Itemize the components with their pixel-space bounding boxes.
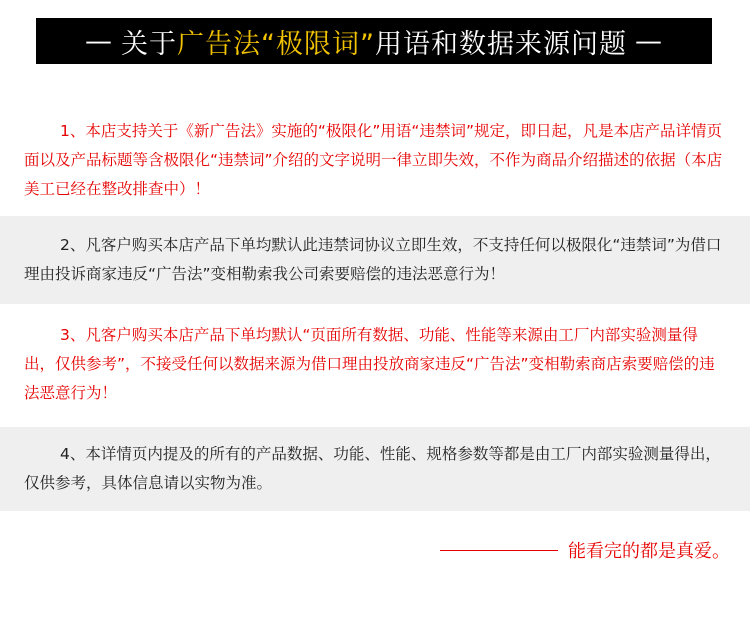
notice-block-2 — [0, 216, 750, 304]
notice-block-1 — [0, 117, 750, 204]
notice-paragraph-2: 2、凡客户购买本店产品下单均默认此违禁词协议立即生效，不支持任何以极限化“违禁词”为借口理由投诉商家违反“广告法”变相勒索我公司索要赔偿的违法恶意行为！ — [24, 236, 722, 283]
notice-block-4 — [0, 427, 750, 511]
notice-paragraph-3: 3、凡客户购买本店产品下单均默认“页面所有数据、功能、性能等来源由工厂内部实验测量得出，仅供参考”，不接受任何以数据来源为借口理由投放商家违反“广告法”变相勒索商店索要赔偿的违法恶意行为！ — [24, 326, 715, 402]
title-part-3: 用语和数据来源问题 — [374, 28, 627, 60]
title-dash-right: — — [634, 25, 663, 57]
title-highlight: 广告法“极限词” — [177, 28, 375, 60]
footer-note — [440, 537, 730, 563]
notice-block-3 — [0, 321, 750, 408]
title-part-1: 关于 — [121, 28, 177, 60]
footer-rule — [440, 550, 558, 551]
notice-paragraph-1: 1、本店支持关于《新广告法》实施的“极限化”用语“违禁词”规定，即日起，凡是本店产品详情页面以及产品标题等含极限化“违禁词”介绍的文字说明一律立即失效，不作为商品介绍描述的依据（本店美工已经在整改排查中）！ — [24, 122, 723, 198]
notice-paragraph-4: 4、本详情页内提及的所有的产品数据、功能、性能、规格参数等都是由工厂内部实验测量得出，仅供参考，具体信息请以实物为准。 — [24, 445, 721, 492]
title-bar — [36, 18, 712, 64]
footer-text: 能看完的都是真爱。 — [568, 541, 730, 562]
title-dash-left: — — [85, 25, 113, 57]
